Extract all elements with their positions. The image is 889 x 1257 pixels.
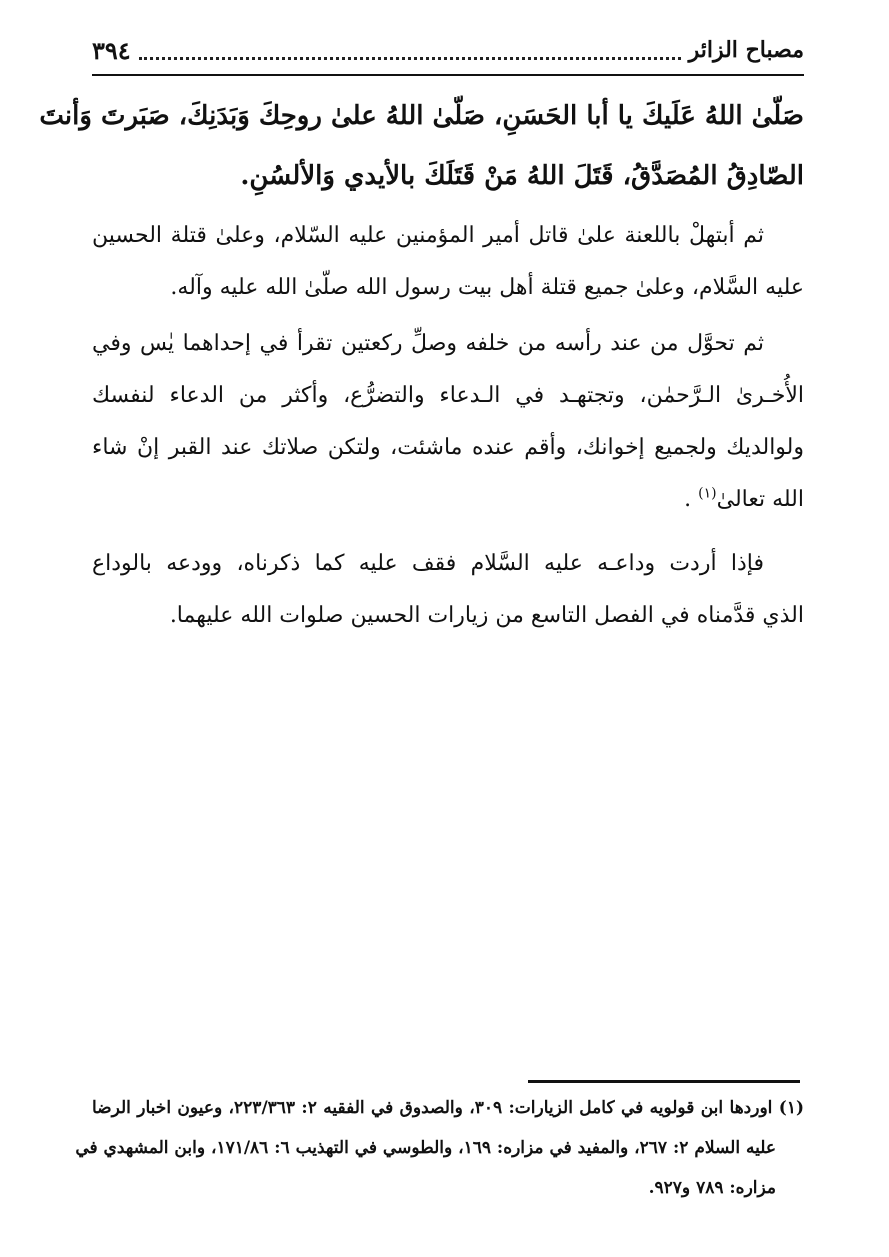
paragraph-line: الذي قدَّمناه في الفصل التاسع من زيارات الحسين صلوات الله عليهما. xyxy=(169,603,804,628)
page-number: ٣٩٤ xyxy=(92,35,131,65)
paragraph-line: عليه السَّلام، وعلىٰ جميع قتلة أهل بيت رسول الله صلّىٰ الله عليه وآله. xyxy=(170,275,804,300)
footnotes xyxy=(75,1088,804,1208)
paragraph-farewell xyxy=(92,538,804,642)
footnote-line: مزاره: ٧٨٩ و٩٢٧. xyxy=(648,1178,776,1198)
paragraph-line: ولوالديك ولجميع إخوانك، وأقم عنده ماشئت، ولتكن صلاتك عند القبر إنْ شاء xyxy=(92,435,804,460)
paragraph-line-last xyxy=(92,474,804,526)
paragraph-line: ثم تحوَّل من عند رأسه من خلفه وصلِّ ركعتين تقرأ في إحداهما يٰس وفي xyxy=(92,331,764,356)
ziyarat-prayer xyxy=(39,86,804,206)
paragraph-line: الأُخـرىٰ الـرَّحمٰن، وتجتهـد في الـدعاء والتضرُّع، وأكثر من الدعاء لنفسك xyxy=(92,383,804,408)
prayer-line: صَلّىٰ اللهُ عَلَيكَ يا أبا الحَسَنِ، صَلّىٰ اللهُ علىٰ روحِكَ وَبَدَنِكَ، صَبَرتَ وَأنتَ xyxy=(39,101,804,131)
header-leader-dots xyxy=(139,57,681,60)
end-mark: . xyxy=(684,487,692,512)
paragraph-last-text: الله تعالىٰ xyxy=(716,487,804,512)
footnote-line: (١) اوردها ابن قولويه في كامل الزيارات: ٣٠٩، والصدوق في الفقيه ٢: ٢٢٣/٣٦٣، وعيون اخبار الرضا xyxy=(92,1098,804,1118)
paragraph-line: ثم أبتهلْ باللعنة علىٰ قاتل أمير المؤمنين عليه السّلام، وعلىٰ قتلة الحسين xyxy=(92,223,764,248)
prayer-line: الصّادِقُ المُصَدَّقُ، قَتَلَ اللهُ مَنْ قَتَلَكَ بالأيدي وَالألسُنِ. xyxy=(240,161,804,191)
paragraph-curse xyxy=(92,210,804,314)
running-header xyxy=(92,30,804,70)
header-rule xyxy=(92,74,804,76)
footnote-rule xyxy=(528,1080,800,1083)
footnote-line: عليه السلام ٢: ٢٦٧، والمفيد في مزاره: ١٦٩، والطوسي في التهذيب ٦: ١٧١/٨٦، وابن المشهدي في xyxy=(75,1138,776,1158)
book-title: مصباح الزائر xyxy=(688,37,804,63)
paragraph-line: فإذا أردت وداعـه عليه السَّلام فقف عليه كما ذكرناه، وودعه بالوداع xyxy=(92,551,764,576)
main-text xyxy=(39,86,804,642)
footnote-marker: (١) xyxy=(698,485,717,502)
paragraph-prayer-rakat xyxy=(92,318,804,526)
